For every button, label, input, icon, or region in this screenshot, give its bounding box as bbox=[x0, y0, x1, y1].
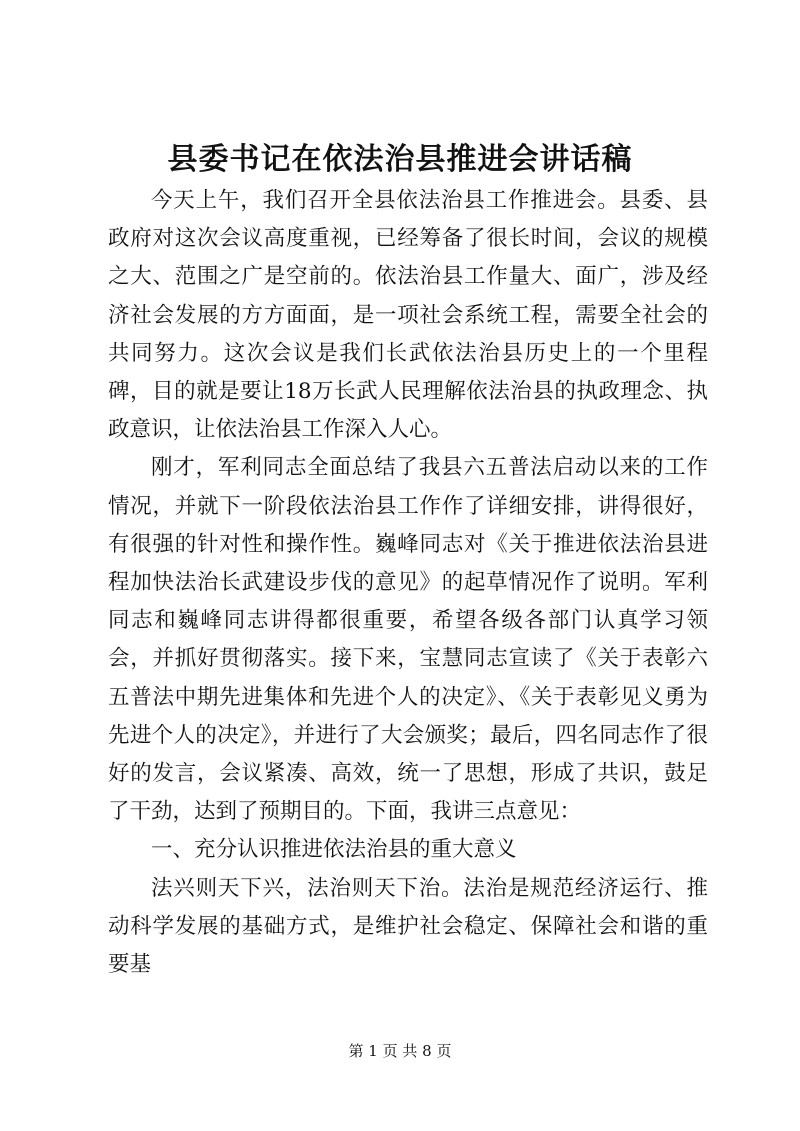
page-footer: 第 1 页 共 8 页 bbox=[348, 1042, 452, 1060]
section-heading-1: 一、充分认识推进依法治县的重大意义 bbox=[151, 837, 517, 863]
paragraph-summary: 刚才，军利同志全面总结了我县六五普法启动以来的工作情况，并就下一阶段依法治县工作作了详细安排，讲得很好，有很强的针对性和操作性。巍峰同志对《关于推进依法治县进程加快法治长武建设步伐的意见》的起草情况作了说明。军利同志和巍峰同志讲得都很重要，希望各级各部门认真学习领会，并抓好贯彻落实。接下来，宝慧同志宣读了《关于表彰六五普法中期先进集体和先进个人的决定》、《关于表彰见义勇为先进个人的决定》，并进行了大会颁奖；最后，四名同志作了很好的发言，会议紧凑、高效，统一了思想，形成了共识，鼓足了干劲，达到了预期目的。下面，我讲三点意见： bbox=[108, 455, 708, 825]
paragraph-section-1: 法兴则天下兴，法治则天下治。法治是规范经济运行、推动科学发展的基础方式，是维护社会稳定、保障社会和谐的重要基 bbox=[108, 875, 708, 978]
document-title: 县委书记在依法治县推进会讲话稿 bbox=[167, 142, 633, 177]
paragraph-intro: 今天上午，我们召开全县依法治县工作推进会。县委、县政府对这次会议高度重视，已经筹备了很长时间，会议的规模之大、范围之广是空前的。依法治县工作量大、面广，涉及经济社会发展的方方面面，是一项社会系统工程，需要全社会的共同努力。这次会议是我们长武依法治县历史上的一个里程碑，目的就是要让18万长武人民理解依法治县的执政理念、执政意识，让依法治县工作深入人心。 bbox=[108, 188, 708, 443]
document-body bbox=[108, 182, 708, 984]
